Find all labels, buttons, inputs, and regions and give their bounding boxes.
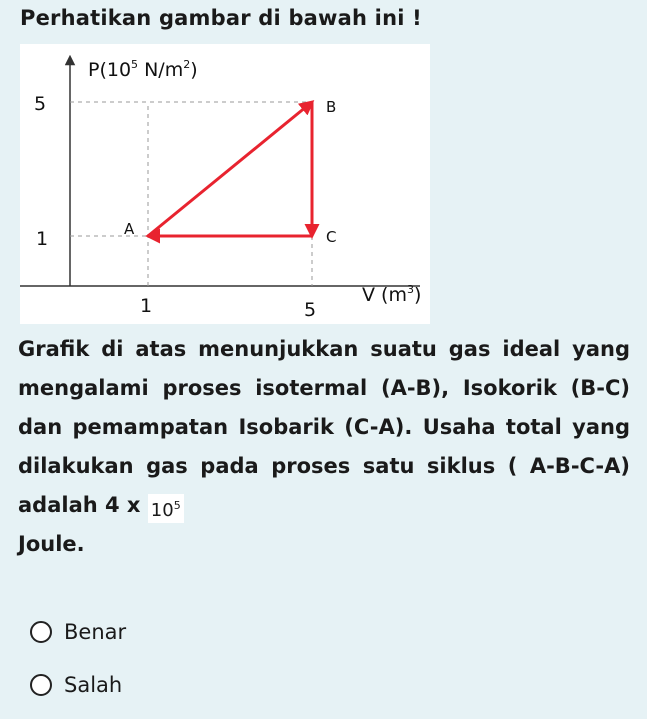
radio-salah[interactable] bbox=[30, 674, 52, 696]
question-text bbox=[18, 330, 630, 564]
power-of-ten bbox=[148, 494, 184, 523]
point-label-b: B bbox=[326, 98, 337, 116]
pv-graph-svg bbox=[20, 44, 430, 324]
x-tick-label: 5 bbox=[304, 299, 317, 321]
x-axis-title: V $(m^3)$ bbox=[362, 283, 422, 306]
option-label-salah: Salah bbox=[64, 673, 123, 697]
point-label-c: C bbox=[326, 228, 337, 246]
question-body: Grafik di atas menunjukkan suatu gas ideal yang mengalami proses isotermal (A-B), Isokorik (B-C) dan pemampatan Isobarik (C-A). Usaha total yang dilakukan gas pada proses satu siklus ( A-B-C-A) adalah 4 x bbox=[18, 337, 630, 517]
segment-a-b bbox=[148, 102, 312, 236]
instruction-heading: Perhatikan gambar di bawah ini ! bbox=[20, 6, 422, 30]
y-tick-label: 1 bbox=[36, 228, 49, 250]
power-exponent: 5 bbox=[173, 499, 181, 512]
option-benar[interactable] bbox=[30, 620, 126, 644]
radio-benar[interactable] bbox=[30, 621, 52, 643]
y-tick-label: 5 bbox=[34, 93, 47, 115]
point-label-a: A bbox=[124, 220, 135, 238]
pv-graph bbox=[20, 44, 430, 324]
power-base: 10 bbox=[150, 500, 174, 521]
x-tick-label: 1 bbox=[140, 295, 153, 317]
option-salah[interactable] bbox=[30, 673, 122, 697]
option-label-benar: Benar bbox=[64, 620, 127, 644]
unit-label: Joule. bbox=[18, 532, 85, 556]
y-axis-title: $P(10^5$ $N/m^2$) bbox=[88, 58, 198, 81]
